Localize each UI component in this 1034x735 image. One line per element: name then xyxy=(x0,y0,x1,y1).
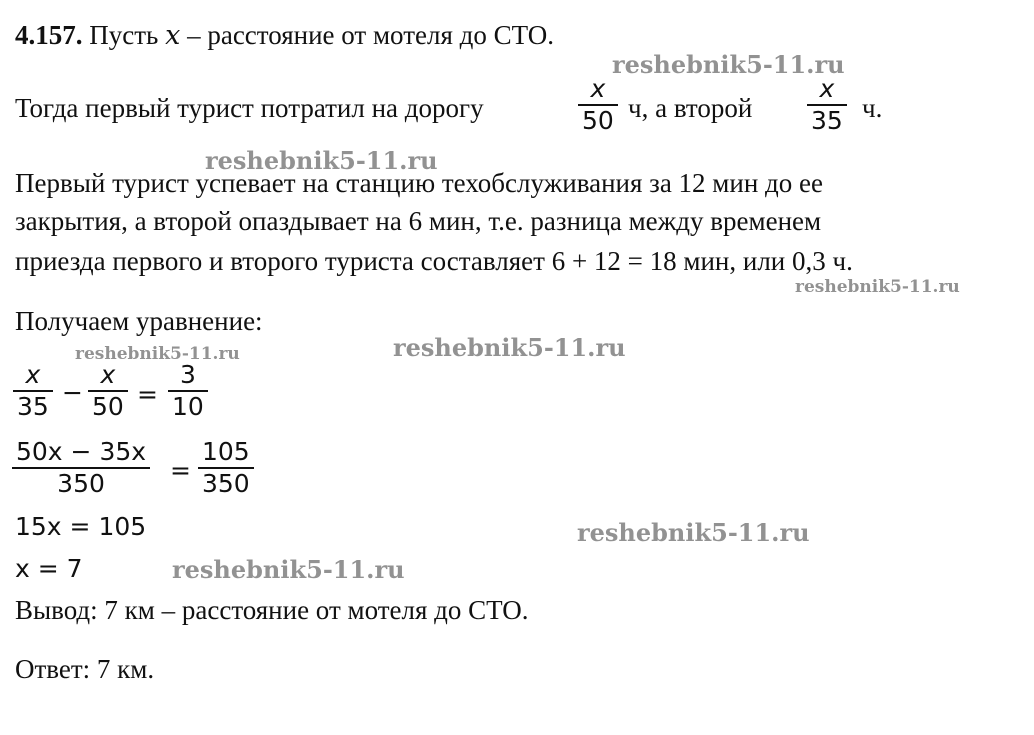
eq2-fraction-right xyxy=(198,437,254,499)
conclusion-text: Вывод: 7 км – расстояние от мотеля до СТО. xyxy=(15,595,529,625)
fraction-numerator: x xyxy=(590,74,606,103)
eq2-fraction-left xyxy=(12,437,150,499)
paragraph-line-1: Первый турист успевает на станцию техобслуживания за 12 мин до ее xyxy=(15,168,823,198)
fraction-denominator: 50 xyxy=(92,392,124,421)
fraction-denominator: 35 xyxy=(811,106,843,135)
watermark: reshebnik5-11.ru xyxy=(172,555,405,584)
fraction-numerator: x xyxy=(819,74,835,103)
fraction-x-over-35 xyxy=(807,74,847,136)
answer-text: Ответ: 7 км. xyxy=(15,654,155,684)
fraction-denominator: 10 xyxy=(172,392,204,421)
fraction-numerator: x xyxy=(25,360,41,389)
fraction-denominator: 35 xyxy=(17,392,49,421)
paragraph-line-3: приезда первого и второго туриста составляет 6 + 12 = 18 мин, или 0,3 ч. xyxy=(15,246,853,276)
time-text-c: ч. xyxy=(862,93,883,123)
eq1-equals: = xyxy=(137,380,158,409)
watermark: reshebnik5-11.ru xyxy=(393,333,626,362)
problem-number: 4.157. xyxy=(15,20,83,50)
fraction-x-over-50 xyxy=(578,74,618,136)
watermark: reshebnik5-11.ru xyxy=(205,146,438,175)
fraction-denominator: 350 xyxy=(57,469,105,498)
fraction-denominator: 350 xyxy=(202,469,250,498)
watermark: reshebnik5-11.ru xyxy=(612,50,845,79)
eq2-equals: = xyxy=(170,456,191,485)
eq4-line: x = 7 xyxy=(15,554,83,583)
time-text-b: ч, а второй xyxy=(628,93,753,123)
eq1-fraction-x-over-50 xyxy=(88,360,128,422)
watermark: reshebnik5-11.ru xyxy=(577,518,810,547)
intro-text-b: – расстояние от мотеля до СТО. xyxy=(180,20,555,50)
fraction-denominator: 50 xyxy=(582,106,614,135)
fraction-numerator: x xyxy=(100,360,116,389)
fraction-numerator: 3 xyxy=(179,360,196,389)
paragraph-line-2: закрытия, а второй опаздывает на 6 мин, т.е. разница между временем xyxy=(15,206,822,236)
intro-text-a: Пусть xyxy=(89,20,166,50)
watermark: reshebnik5-11.ru xyxy=(795,277,960,297)
eq3-line: 15x = 105 xyxy=(15,512,147,541)
eq1-fraction-x-over-35 xyxy=(13,360,53,422)
intro-variable: x xyxy=(165,20,181,51)
eq1-fraction-3-over-10 xyxy=(168,360,208,422)
eq1-minus: − xyxy=(62,378,83,407)
fraction-numerator: 105 xyxy=(202,437,250,466)
problem-statement xyxy=(15,20,554,51)
fraction-numerator: 50x − 35x xyxy=(16,437,147,466)
watermark: reshebnik5-11.ru xyxy=(75,344,240,364)
time-text-a: Тогда первый турист потратил на дорогу xyxy=(15,93,484,123)
equation-label: Получаем уравнение: xyxy=(15,306,263,336)
